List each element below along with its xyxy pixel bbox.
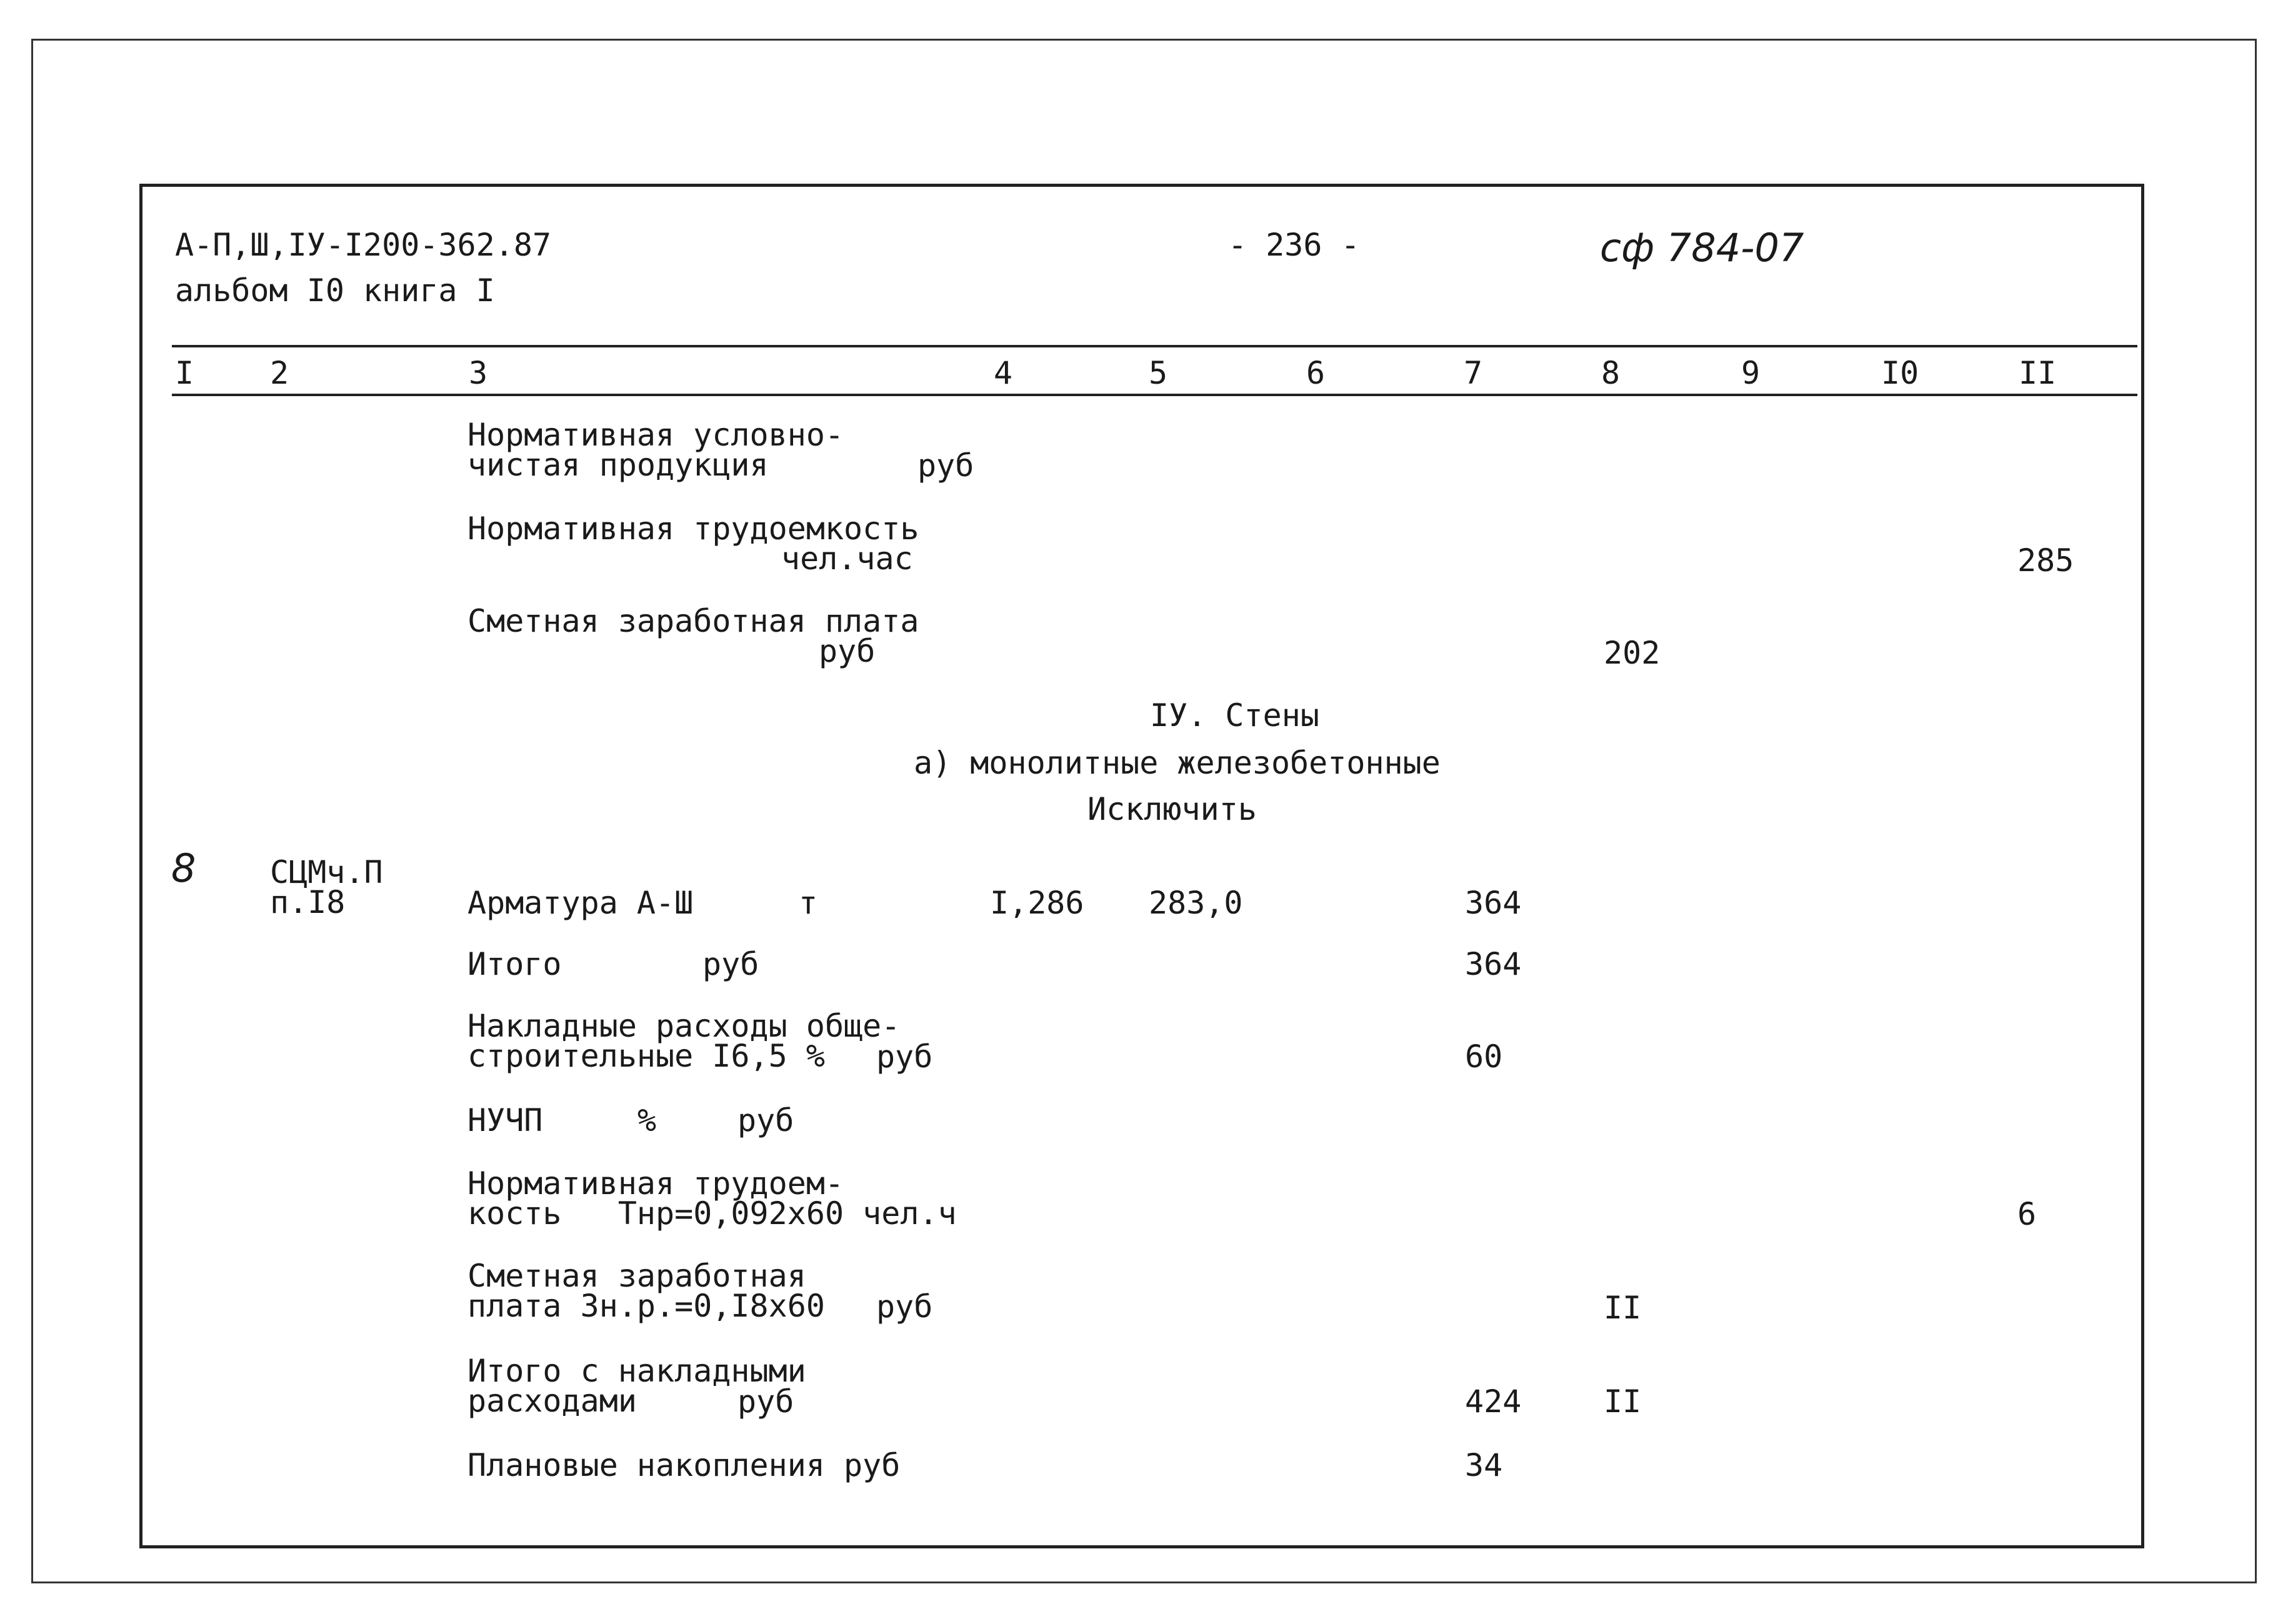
cell-value: 285 [2017, 542, 2074, 579]
row-unit: руб [819, 633, 876, 669]
row-label: строительные I6,5 % [467, 1038, 825, 1074]
handwritten-stamp: сф 784-07 [1600, 225, 1804, 271]
column-number: I [175, 355, 194, 391]
header-rule-top [172, 345, 2137, 347]
column-number: 6 [1306, 355, 1326, 391]
row-unit: руб [917, 447, 974, 484]
document-frame [139, 184, 2144, 1548]
cell-value: 60 [1465, 1039, 1503, 1075]
row-label: Сметная заработная плата [467, 603, 919, 639]
column-number: I0 [1881, 355, 1919, 391]
row-label: Нормативная условно- [467, 417, 844, 453]
row-label: Нормативная трудоемкость [467, 511, 919, 547]
cell-value: 6 [2017, 1196, 2037, 1232]
cell-value: 364 [1465, 946, 1522, 982]
row-label: чистая продукция [467, 447, 769, 483]
header-rule-bottom [172, 394, 2137, 396]
row-label: Плановые накопления руб [467, 1447, 901, 1483]
row-label: Итого с накладными [467, 1353, 806, 1389]
row-label: % [637, 1102, 657, 1138]
column-number: II [2019, 355, 2057, 391]
column-number: 5 [1149, 355, 1168, 391]
item-number: 8 [171, 845, 196, 891]
album-label: альбом I0 книга I [175, 272, 495, 309]
section-title: IУ. Стены [1150, 697, 1319, 734]
column-number: 4 [994, 355, 1013, 391]
cell-value: 424 [1465, 1383, 1522, 1420]
row-label: кость Тнр=0,092х60 чел.ч [467, 1195, 957, 1232]
row-label: Сметная заработная [467, 1258, 806, 1294]
column-number: 9 [1741, 355, 1761, 391]
row-unit: руб [737, 1383, 794, 1420]
page-number: - 236 - [1228, 227, 1360, 263]
row-label: Накладные расходы обще- [467, 1008, 901, 1044]
column-number: 8 [1601, 355, 1621, 391]
cell-value: II [1604, 1290, 1642, 1326]
cell-value: 283,0 [1149, 885, 1243, 921]
cell-value: 34 [1465, 1447, 1503, 1483]
cell-value: 364 [1465, 885, 1522, 921]
row-label: Нормативная трудоем- [467, 1165, 844, 1202]
item-code: СЦМч.П [270, 854, 383, 890]
row-label: НУЧП [467, 1102, 543, 1138]
row-label: расходами [467, 1383, 637, 1419]
section-action: Исключить [1087, 791, 1257, 827]
column-number: 2 [270, 355, 289, 391]
row-unit: руб [737, 1102, 794, 1138]
row-label: Итого [467, 946, 562, 982]
row-unit: т [799, 885, 818, 921]
row-unit: чел.час [781, 541, 913, 577]
section-subtitle: а) монолитные железобетонные [914, 745, 1441, 781]
row-unit: руб [876, 1039, 933, 1075]
cell-value: I,286 [990, 885, 1084, 921]
column-number: 3 [469, 355, 488, 391]
row-unit: руб [876, 1288, 933, 1325]
column-number: 7 [1464, 355, 1483, 391]
document-code: А-П,Ш,IУ-I200-362.87 [175, 227, 552, 263]
row-unit: руб [702, 946, 759, 982]
cell-value: II [1604, 1383, 1642, 1420]
row-label: плата Зн.р.=0,I8х60 [467, 1288, 825, 1324]
cell-value: 202 [1604, 635, 1661, 671]
row-label: Арматура А-Ш [467, 885, 694, 921]
item-code: п.I8 [270, 884, 346, 920]
